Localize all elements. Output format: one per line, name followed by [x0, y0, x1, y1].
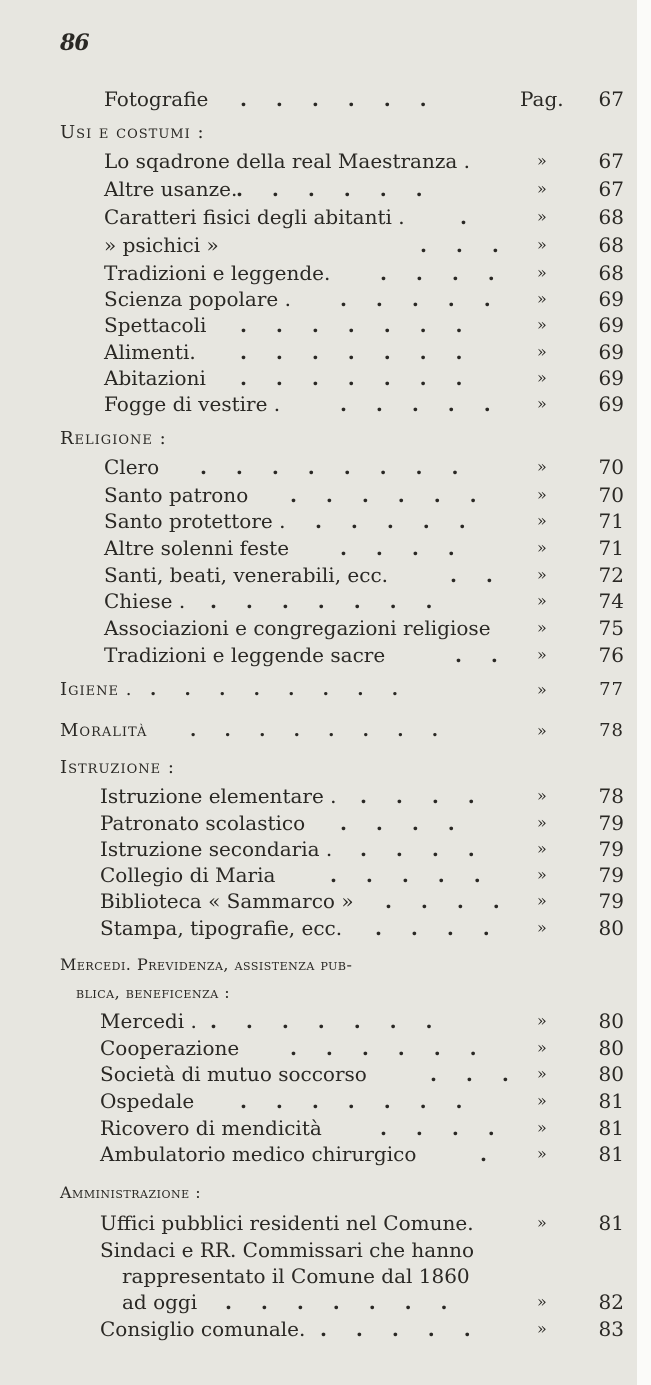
ditto-mark: »	[537, 1213, 547, 1232]
toc-entry-sindaci-3	[122, 1287, 640, 1317]
leader-dots: . . . . . . .	[240, 1089, 474, 1113]
page-ref: 83	[598, 1317, 624, 1341]
entry-title: Altre solenni feste	[104, 536, 290, 560]
ditto-mark: »	[537, 151, 547, 170]
page-ref: 71	[598, 509, 624, 533]
ditto-mark: »	[537, 342, 547, 361]
entry-title: Collegio di Maria	[100, 863, 276, 887]
ditto-mark: »	[537, 839, 547, 858]
ditto-mark: »	[537, 315, 547, 334]
leader-dots: . .	[455, 643, 509, 667]
leader-dots: . . . . .	[315, 509, 477, 533]
section-title: blica, beneficenza :	[76, 983, 231, 1002]
toc-section-igiene	[60, 675, 640, 705]
page-ref: 82	[598, 1290, 624, 1314]
entry-title: Uffici pubblici residenti nel Comune.	[100, 1211, 474, 1235]
page-ref: 78	[599, 720, 624, 741]
ditto-mark: »	[537, 786, 547, 805]
ditto-mark: »	[537, 511, 547, 530]
entry-title: » psichici »	[104, 233, 219, 257]
ditto-mark: »	[537, 591, 547, 610]
ditto-mark: »	[537, 618, 547, 637]
leader-dots: . . . .	[380, 1116, 506, 1140]
page-ref: 79	[598, 889, 624, 913]
ditto-mark: »	[537, 1292, 547, 1311]
toc-entry-squadrone	[104, 146, 640, 176]
entry-title: Ospedale	[100, 1089, 195, 1113]
leader-dots: . . . . .	[340, 287, 502, 311]
ditto-mark: »	[537, 721, 548, 740]
toc-entry-biblioteca	[100, 886, 640, 916]
section-title: Usi e costumi :	[60, 122, 205, 143]
leader-dots: . . . . . .	[240, 87, 438, 111]
ditto-mark: »	[537, 289, 547, 308]
leader-dots: . . . .	[360, 784, 486, 808]
entry-title: Santi, beati, venerabili, ecc.	[104, 563, 389, 587]
ditto-mark: »	[537, 565, 547, 584]
leader-dots: . . . . .	[330, 863, 492, 887]
leader-dots: .	[480, 1142, 498, 1166]
toc-section-religione	[60, 424, 640, 454]
leader-dots: . . . . . . .	[240, 366, 474, 390]
pag-label: Pag.	[520, 87, 564, 111]
toc-entry-mercedi	[100, 1006, 640, 1036]
entry-title: Chiese .	[104, 589, 186, 613]
entry-title: Istruzione secondaria .	[100, 837, 333, 861]
leader-dots: . . . . . . .	[240, 313, 474, 337]
leader-dots: . . . . . . .	[240, 340, 474, 364]
entry-title: Biblioteca « Sammarco »	[100, 889, 354, 913]
entry-title: Patronato scolastico	[100, 811, 306, 835]
toc-entry-altre-usanze	[104, 174, 640, 204]
entry-title: Cooperazione	[100, 1036, 240, 1060]
toc-entry-stampa	[100, 913, 640, 943]
leader-dots: . . . . .	[340, 392, 502, 416]
leader-dots: . . . .	[360, 837, 486, 861]
ditto-mark: »	[537, 538, 547, 557]
ditto-mark: »	[537, 1118, 547, 1137]
toc-entry-psichici	[104, 230, 640, 260]
page-ref: 81	[598, 1089, 624, 1113]
leader-dots: . . . . . . .	[210, 589, 444, 613]
page-ref: 76	[598, 643, 624, 667]
entry-title: Stampa, tipografie, ecc.	[100, 916, 343, 940]
page-ref: 81	[598, 1211, 624, 1235]
section-title: Moralità	[60, 720, 148, 741]
entry-title: Fotografie	[104, 87, 209, 111]
ditto-mark: »	[537, 179, 547, 198]
entry-title: Associazioni e congregazioni religiose	[104, 616, 491, 640]
ditto-mark: »	[537, 813, 547, 832]
ditto-mark: »	[537, 1319, 547, 1338]
entry-title: Tradizioni e leggende sacre	[104, 643, 386, 667]
page-ref: 70	[598, 455, 624, 479]
leader-dots: . . .	[420, 233, 510, 257]
ditto-mark: »	[537, 235, 547, 254]
page-ref: 70	[598, 483, 624, 507]
toc-section-istruzione	[60, 753, 640, 783]
ditto-mark: »	[537, 368, 547, 387]
ditto-mark: »	[537, 1091, 547, 1110]
entry-title: Alimenti.	[104, 340, 196, 364]
toc-entry-fogge	[104, 389, 640, 419]
entry-title: Abitazioni	[104, 366, 206, 390]
entry-title: Tradizioni e leggende.	[104, 261, 331, 285]
leader-dots: . . . .	[340, 536, 466, 560]
toc-entry-fotografie	[104, 84, 640, 114]
ditto-mark: »	[537, 485, 547, 504]
page-ref: 79	[598, 811, 624, 835]
toc-entry-chiese	[104, 586, 640, 616]
toc-section-moralita	[60, 716, 640, 746]
leader-dots: . . . . . .	[290, 483, 488, 507]
toc-entry-clero	[104, 452, 640, 482]
entry-title: Lo sqadrone della real Maestranza .	[104, 149, 471, 173]
page-ref: 80	[598, 916, 624, 940]
entry-title: Mercedi .	[100, 1009, 197, 1033]
page-ref: 81	[598, 1142, 624, 1166]
ditto-mark: »	[537, 394, 547, 413]
ditto-mark: »	[537, 891, 547, 910]
page-ref: 69	[598, 392, 624, 416]
section-title: Amministrazione :	[60, 1183, 202, 1202]
entry-title: Caratteri fisici degli abitanti .	[104, 205, 405, 229]
page-ref: 81	[598, 1116, 624, 1140]
page-ref: 67	[598, 149, 624, 173]
entry-title: Società di mutuo soccorso	[100, 1062, 367, 1086]
entry-title: Altre usanze.	[104, 177, 238, 201]
ditto-mark: »	[537, 865, 547, 884]
toc-section-amministrazione	[60, 1178, 640, 1208]
ditto-mark: »	[537, 457, 547, 476]
entry-title: Clero	[104, 455, 160, 479]
page-ref: 67	[598, 177, 624, 201]
entry-title: Consiglio comunale.	[100, 1317, 306, 1341]
toc-entry-associazioni	[104, 613, 640, 643]
page-ref: 79	[598, 863, 624, 887]
toc-entry-societa	[100, 1059, 640, 1089]
toc-entry-santo-protettore	[104, 506, 640, 536]
section-title: Igiene .	[60, 679, 133, 700]
toc-entry-uffici	[100, 1208, 640, 1238]
section-title: Religione :	[60, 428, 167, 449]
page-number: 86	[60, 30, 89, 56]
ditto-mark: »	[537, 680, 548, 699]
section-title: Mercedi. Previdenza, assistenza pub-	[60, 955, 353, 974]
page-ref: 75	[598, 616, 624, 640]
page-ref: 67	[598, 87, 624, 111]
page-ref: 69	[598, 366, 624, 390]
leader-dots: . . . .	[340, 811, 466, 835]
leader-dots: . . .	[430, 1062, 520, 1086]
page-ref: 71	[598, 536, 624, 560]
toc-section-mercedi-previdenza	[60, 950, 640, 980]
toc-entry-ambulatorio	[100, 1139, 640, 1169]
leader-dots: . . . . . . . .	[150, 679, 409, 700]
toc-section-mercedi-previdenza-2	[76, 978, 640, 1008]
entry-title: Scienza popolare .	[104, 287, 291, 311]
page-ref: 80	[598, 1009, 624, 1033]
entry-title: Ambulatorio medico chirurgico	[100, 1142, 417, 1166]
page-ref: 80	[598, 1036, 624, 1060]
leader-dots: . . . . . .	[236, 177, 434, 201]
toc-entry-caratteri-fisici	[104, 202, 640, 232]
leader-dots: . . . . . .	[290, 1036, 488, 1060]
toc-entry-ospedale	[100, 1086, 640, 1116]
entry-title: Ricovero di mendicità	[100, 1116, 322, 1140]
page-ref: 78	[598, 784, 624, 808]
page-ref: 68	[598, 233, 624, 257]
ditto-mark: »	[537, 1038, 547, 1057]
entry-title: Fogge di vestire .	[104, 392, 281, 416]
ditto-mark: »	[537, 918, 547, 937]
entry-title: Santo protettore .	[104, 509, 286, 533]
ditto-mark: »	[537, 263, 547, 282]
leader-dots: . . . .	[375, 916, 501, 940]
toc-section-usi-e-costumi	[60, 118, 640, 148]
page-ref: 68	[598, 205, 624, 229]
page-ref: 69	[598, 313, 624, 337]
toc-entry-spettacoli	[104, 310, 640, 340]
page-ref: 77	[599, 679, 624, 700]
page-ref: 80	[598, 1062, 624, 1086]
leader-dots: . . . . .	[320, 1317, 482, 1341]
leader-dots: . . . .	[385, 889, 511, 913]
section-title: Istruzione :	[60, 757, 175, 778]
leader-dots: . .	[450, 563, 504, 587]
page-ref: 68	[598, 261, 624, 285]
page-ref: 69	[598, 287, 624, 311]
toc-entry-tradizioni-sacre	[104, 640, 640, 670]
page-ref: 72	[598, 563, 624, 587]
page-ref: 74	[598, 589, 624, 613]
leader-dots: . . . . . . . .	[190, 720, 449, 741]
ditto-mark: »	[537, 645, 547, 664]
leader-dots: . . . . . . .	[225, 1290, 459, 1314]
entry-title: Spettacoli	[104, 313, 207, 337]
page-ref: 69	[598, 340, 624, 364]
toc-entry-altre-solenni	[104, 533, 640, 563]
page-ref: 79	[598, 837, 624, 861]
entry-title: Sindaci e RR. Commissari che hanno	[100, 1238, 475, 1262]
ditto-mark: »	[537, 1011, 547, 1030]
leader-dots: .	[460, 205, 478, 229]
entry-title: ad oggi	[122, 1290, 198, 1314]
ditto-mark: »	[537, 1064, 547, 1083]
toc-entry-consiglio	[100, 1314, 640, 1344]
leader-dots: . . . . . . .	[210, 1009, 444, 1033]
toc-entry-istruzione-elementare	[100, 781, 640, 811]
leader-dots: . . . . . . . .	[200, 455, 470, 479]
ditto-mark: »	[537, 207, 547, 226]
leader-dots: . . . .	[380, 261, 506, 285]
entry-title: Santo patrono	[104, 483, 249, 507]
entry-title: rappresentato il Comune dal 1860	[122, 1264, 470, 1288]
ditto-mark: »	[537, 1144, 547, 1163]
entry-title: Istruzione elementare .	[100, 784, 337, 808]
